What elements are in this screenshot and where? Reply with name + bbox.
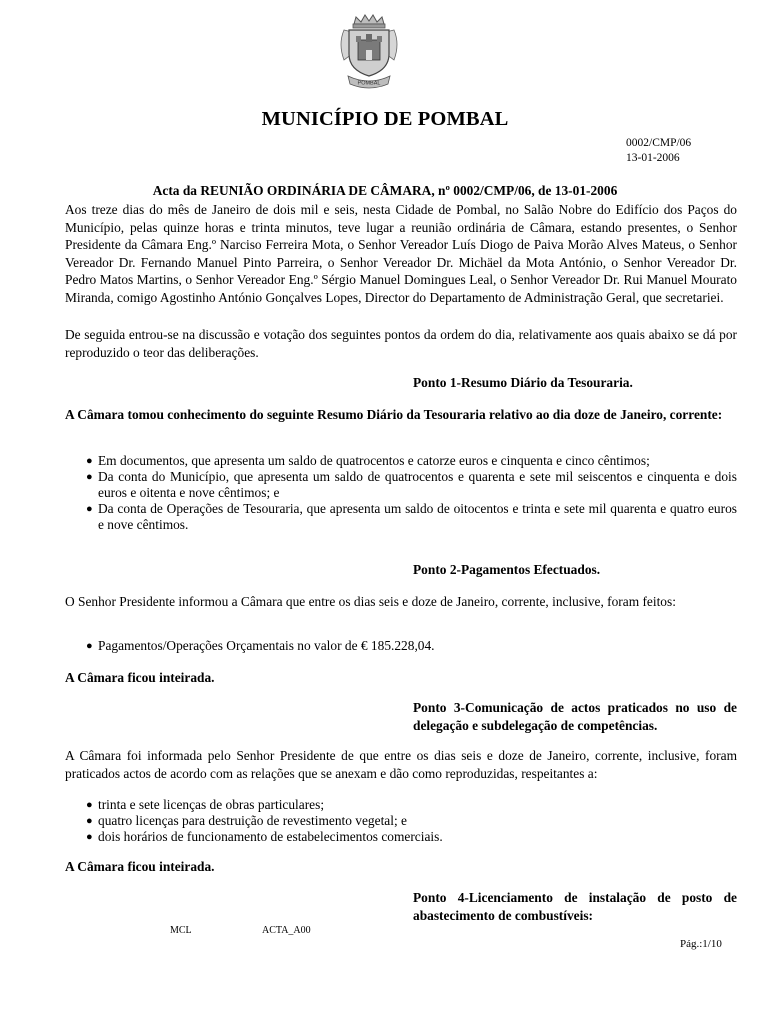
- bullet-icon: ●: [86, 471, 93, 483]
- list-item: ● dois horários de funcionamento de estabelecimentos comerciais.: [86, 829, 443, 844]
- municipal-crest-logo: [334, 14, 404, 90]
- crest-banner-text: POMBAL: [357, 80, 381, 87]
- bullet-icon: ●: [86, 455, 93, 467]
- list-item: ● Da conta de Operações de Tesouraria, que apresenta um saldo de oitocentos e trinta e sete mil quarenta e quatro euros e nove cêntimos.: [86, 501, 737, 532]
- ponto-3-list: [83, 797, 737, 845]
- document-reference: [626, 136, 691, 166]
- ponto-4-heading: Ponto 4-Licenciamento de instalação de posto de abastecimento de combustíveis:: [413, 890, 737, 923]
- page-number: Pág.:1/10: [680, 938, 722, 950]
- list-item: ● trinta e sete licenças de obras particulares;: [86, 797, 325, 812]
- bullet-icon: ●: [86, 799, 93, 811]
- ponto-1-heading: Ponto 1-Resumo Diário da Tesouraria.: [413, 375, 633, 390]
- ponto-2-heading: Ponto 2-Pagamentos Efectuados.: [413, 562, 601, 577]
- ponto-2-conclusion: A Câmara ficou inteirada.: [65, 670, 215, 685]
- bullet-icon: ●: [86, 831, 93, 843]
- page-title: MUNICÍPIO DE POMBAL: [261, 108, 509, 130]
- list-item: ● quatro licenças para destruição de revestimento vegetal; e: [86, 813, 407, 828]
- intro-paragraph: Aos treze dias do mês de Janeiro de dois mil e seis, nesta Cidade de Pombal, no Salão Nobre do Edifício dos Paços do Município, pelas quinze horas e trinta minutos, teve lugar a reunião ordinária de Câmara, estando presentes, o Senhor Presidente da Câmara Eng.º Narciso Ferreira Mota, o Senhor Vereador Luís Diogo de Paiva Morão Alves Mateus, o Senhor Vereador Dr. Fernando Manuel Pinto Parreira, o Senhor Vereador Dr. Michäel da Mota António, o Senhor Vereador Dr. Pedro Matos Martins, o Senhor Vereador Eng.º Sérgio Manuel Domingues Leal, o Senhor Vereador Dr. Rui Manuel Mourato Miranda, comigo Agostinho António Gonçalves Lopes, Director do Departamento de Administração Geral, que secretariei.: [65, 202, 737, 305]
- bullet-icon: ●: [86, 640, 93, 652]
- ponto-3-heading: Ponto 3-Comunicação de actos praticados no uso de delegação e subdelegação de competências.: [413, 700, 737, 733]
- ponto-1-statement: A Câmara tomou conhecimento do seguinte Resumo Diário da Tesouraria relativo ao dia doze de Janeiro, corrente:: [65, 407, 723, 422]
- ponto-2-statement: O Senhor Presidente informou a Câmara que entre os dias seis e doze de Janeiro, corrente, inclusive, foram feitos:: [65, 594, 676, 609]
- footer-code: MCL: [170, 925, 192, 936]
- list-item: ● Da conta do Município, que apresenta um saldo de quatrocentos e quarenta e sete mil seiscentos e cinquenta e dois euros e oitenta e nove cêntimos; e: [86, 469, 737, 500]
- footer-document-code: ACTA_A00: [262, 925, 311, 936]
- ponto-3-statement: A Câmara foi informada pelo Senhor Presidente de que entre os dias seis e doze de Janeiro, corrente, inclusive, foram praticados actos de acordo com as relações que se anexam e dão como reproduzidas, respeitantes a:: [65, 748, 737, 781]
- ponto-1-list: [83, 453, 737, 533]
- ponto-3-conclusion: A Câmara ficou inteirada.: [65, 859, 215, 874]
- agenda-intro-paragraph: De seguida entrou-se na discussão e votação dos seguintes pontos da ordem do dia, relativamente aos quais abaixo se dá por reproduzido o teor das deliberações.: [65, 327, 737, 360]
- minutes-title: Acta da REUNIÃO ORDINÁRIA DE CÂMARA, nº 0002/CMP/06, de 13-01-2006: [152, 183, 618, 198]
- reference-code: 0002/CMP/06: [626, 137, 692, 149]
- ponto-2-list: [83, 638, 737, 654]
- bullet-icon: ●: [86, 815, 93, 827]
- bullet-icon: ●: [86, 503, 93, 515]
- list-item: ● Pagamentos/Operações Orçamentais no valor de € 185.228,04.: [86, 638, 435, 653]
- reference-date: 13-01-2006: [626, 152, 680, 164]
- list-item: ● Em documentos, que apresenta um saldo de quatrocentos e catorze euros e cinquenta e cinco cêntimos;: [86, 453, 650, 468]
